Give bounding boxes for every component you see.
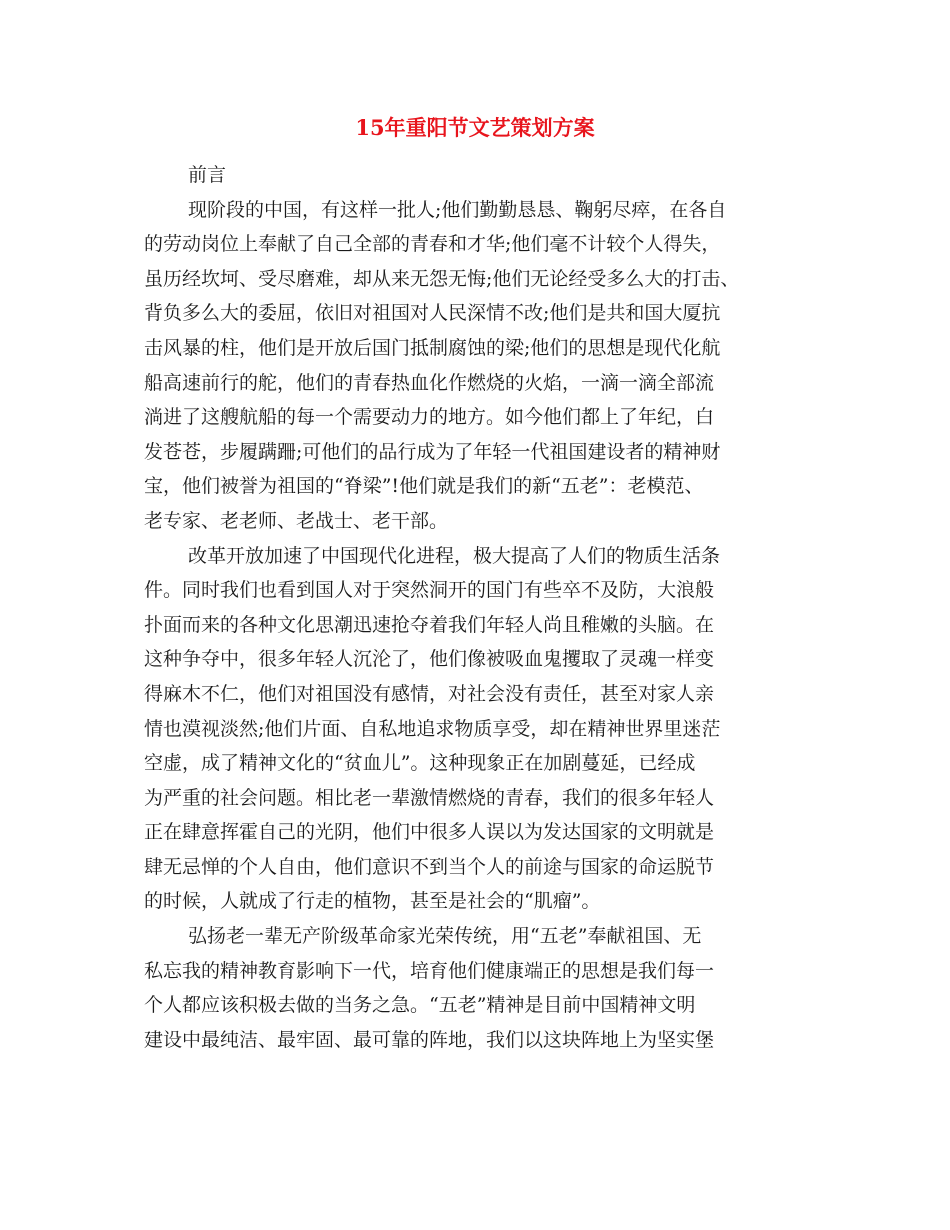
paragraph-line: 扑面而来的各种文化思潮迅速抢夺着我们年轻人尚且稚嫩的头脑。在 — [144, 613, 715, 636]
paragraph-line: 老专家、老老师、老战士、老干部。 — [144, 509, 449, 532]
paragraph-line: 个人都应该积极去做的当务之急。“五老”精神是目前中国精神文明 — [144, 994, 696, 1017]
paragraph-line: 建设中最纯洁、最牢固、最可靠的阵地，我们以这块阵地上为坚实堡 — [144, 1028, 715, 1051]
paragraph-line: 虽历经坎坷、受尽磨难，却从来无怨无悔;他们无论经受多么大的打击、 — [144, 267, 740, 290]
paragraph-line: 私忘我的精神教育影响下一代，培育他们健康端正的思想是我们每一 — [144, 959, 715, 982]
paragraph-line: 弘扬老一辈无产阶级革命家光荣传统，用“五老”奉献祖国、无 — [188, 925, 702, 948]
paragraph-line: 宝，他们被誉为祖国的“脊梁”!他们就是我们的新“五老”：老模范、 — [144, 475, 704, 498]
paragraph-line: 现阶段的中国，有这样一批人;他们勤勤恳恳、鞠躬尽瘁，在各自 — [188, 198, 727, 221]
paragraph-line: 件。同时我们也看到国人对于突然洞开的国门有些卒不及防，大浪般 — [144, 579, 715, 602]
paragraph-line: 船高速前行的舵，他们的青春热血化作燃烧的火焰，一滴一滴全部流 — [144, 371, 715, 394]
paragraph-line: 肆无忌惮的个人自由，他们意识不到当个人的前途与国家的命运脱节 — [144, 855, 715, 878]
paragraph-line: 背负多么大的委屈，依旧对祖国对人民深情不改;他们是共和国大厦抗 — [144, 302, 721, 325]
section-heading: 前言 — [188, 164, 227, 186]
paragraph-line: 为严重的社会问题。相比老一辈激情燃烧的青春，我们的很多年轻人 — [144, 786, 715, 809]
paragraph-line: 淌进了这艘航船的每一个需要动力的地方。如今他们都上了年纪，白 — [144, 406, 715, 429]
paragraph-line: 情也漠视淡然;他们片面、自私地追求物质享受，却在精神世界里迷茫 — [144, 717, 721, 740]
document-title: 15年重阳节文艺策划方案 — [355, 115, 595, 140]
paragraph-line: 的劳动岗位上奉献了自己全部的青春和才华;他们毫不计较个人得失， — [144, 233, 721, 256]
document-body — [144, 158, 824, 1057]
paragraph-line: 得麻木不仁，他们对祖国没有感情，对社会没有责任，甚至对家人亲 — [144, 682, 715, 705]
paragraph-line: 这种争夺中，很多年轻人沉沦了，他们像被吸血鬼攫取了灵魂一样变 — [144, 648, 715, 671]
paragraph-line: 改革开放加速了中国现代化进程，极大提高了人们的物质生活条 — [188, 544, 721, 567]
paragraph-line: 的时候，人就成了行走的植物，甚至是社会的“肌瘤”。 — [144, 890, 601, 913]
paragraph-line: 空虚，成了精神文化的“贫血儿”。这种现象正在加剧蔓延，已经成 — [144, 752, 696, 775]
paragraph-line: 正在肆意挥霍自己的光阴，他们中很多人误以为发达国家的文明就是 — [144, 821, 715, 844]
paragraph-line: 击风暴的柱，他们是开放后国门抵制腐蚀的梁;他们的思想是现代化航 — [144, 336, 721, 359]
paragraph-line: 发苍苍，步履蹒跚;可他们的品行成为了年轻一代祖国建设者的精神财 — [144, 440, 721, 463]
